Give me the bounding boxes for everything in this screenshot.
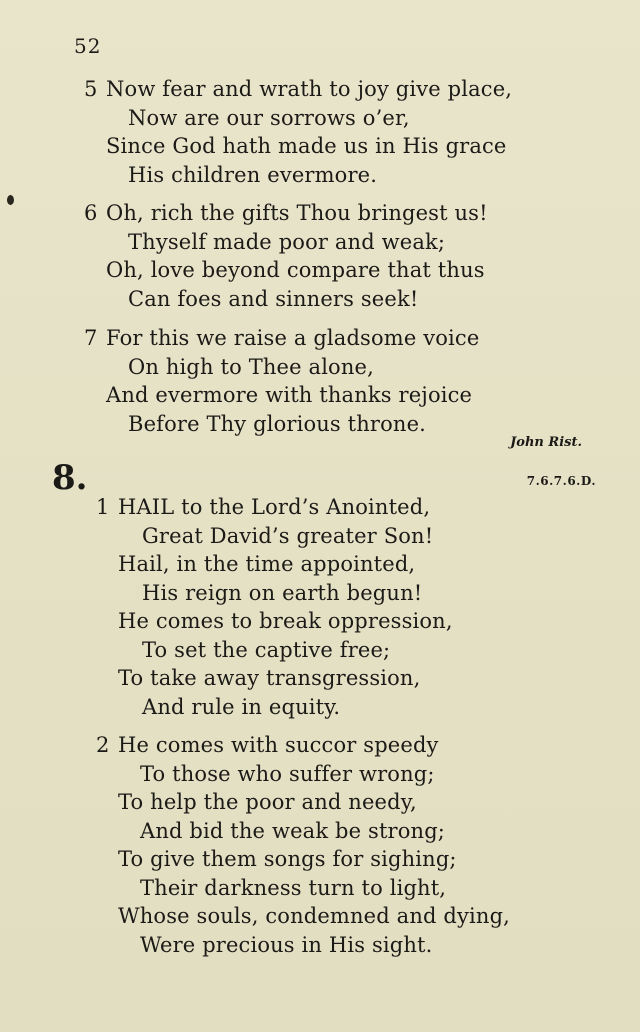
stanza-6	[84, 199, 604, 313]
verse-line: His reign on earth begun!	[142, 580, 423, 605]
stanza-number: 1	[96, 495, 110, 519]
verse-line: To take away transgression,	[118, 666, 421, 690]
verse-line: 6 Oh, rich the gifts Thou bringest us!	[84, 199, 604, 228]
verse-line: 5 Now fear and wrath to joy give place,	[84, 75, 604, 104]
verse-line: His children evermore.	[128, 162, 378, 187]
verse-line: To give them songs for sighing;	[118, 847, 457, 871]
verse-line: Before Thy glorious throne.	[128, 411, 426, 436]
verse-line: He comes to break oppression,	[118, 609, 453, 633]
stanza-number: 5	[84, 77, 98, 101]
verse-line: Oh, love beyond compare that thus	[106, 258, 485, 282]
hymn-number: 8.	[52, 458, 88, 498]
verse-line: Their darkness turn to light,	[140, 875, 447, 900]
verse-line: And bid the weak be strong;	[140, 818, 446, 843]
author-attribution: John Rist.	[510, 435, 582, 450]
verse-line: 2 He comes with succor speedy	[96, 731, 616, 760]
verse-line: Great David’s greater Son!	[142, 523, 434, 548]
verse-line: On high to Thee alone,	[128, 354, 374, 379]
verse-line: 1 HAIL to the Lord’s Anointed,	[96, 493, 616, 522]
hymn-meter: 7.6.7.6.D.	[526, 474, 596, 488]
verse-line: 7 For this we raise a gladsome voice	[84, 324, 604, 353]
stanza-5	[84, 75, 604, 189]
ink-speck	[7, 195, 14, 205]
verse-line: Since God hath made us in His grace	[106, 134, 507, 158]
page-number: 52	[74, 34, 102, 58]
verse-line: And evermore with thanks rejoice	[106, 383, 473, 407]
verse-line: Were precious in His sight.	[140, 932, 433, 957]
verse-line: To set the captive free;	[142, 637, 391, 662]
verse-line: Hail, in the time appointed,	[118, 552, 416, 576]
verse-line: Whose souls, condemned and dying,	[118, 904, 510, 928]
stanza-number: 6	[84, 201, 98, 225]
stanza-2	[96, 731, 616, 959]
verse-line: And rule in equity.	[142, 694, 341, 719]
verse-line: To those who suffer wrong;	[140, 761, 435, 786]
verse-line: To help the poor and needy,	[118, 790, 417, 814]
stanza-1	[96, 493, 616, 721]
stanza-number: 2	[96, 733, 110, 757]
verse-line: Thyself made poor and weak;	[128, 229, 446, 254]
verse-line: Now are our sorrows o’er,	[128, 105, 410, 130]
verse-line: Can foes and sinners seek!	[128, 286, 419, 311]
stanza-number: 7	[84, 326, 98, 350]
stanza-7	[84, 324, 604, 438]
